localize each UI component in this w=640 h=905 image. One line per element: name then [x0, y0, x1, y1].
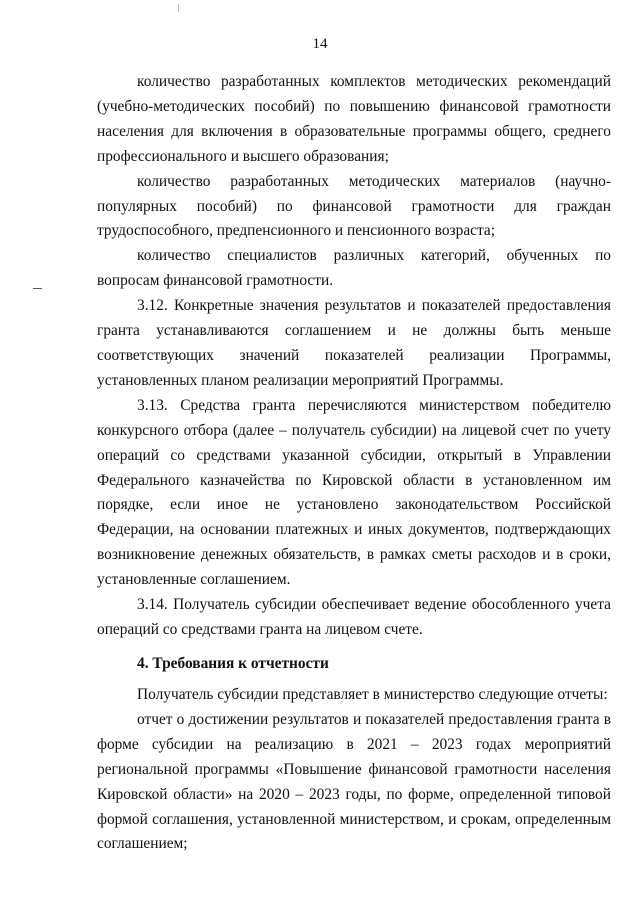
paragraph-specialists-trained: количество специалистов различных категорий, обученных по вопросам финансовой грамотности.	[97, 247, 611, 290]
margin-mark	[33, 288, 42, 289]
paragraph-3-13: 3.13. Средства гранта перечисляются министерством победителю конкурсного отбора (далее – получатель субсидии) на лицевой счет по учету операций со средствами указанной субсидии, открытый в Управлении Федерального казначейства по Кировской области в установленном им порядке, если иное не установлено законодательством Российской Федерации, на основании платежных и иных документов, подтверждающих возникновение денежных обязательств, в рамках сметы расходов и в сроки, установленные соглашением.	[97, 396, 611, 589]
body-text-lower	[97, 683, 611, 857]
paragraph-methodical-materials: количество разработанных методических материалов (научно-популярных пособий) по финансовой грамотности для граждан трудоспособного, предпенсионного и пенсионного возраста;	[97, 172, 611, 240]
paragraph-achievement-report: отчет о достижении результатов и показателей предоставления гранта в форме субсидии на реализацию в 2021 – 2023 годах мероприятий региональной программы «Повышение финансовой грамотности населения Кировской области» на 2020 – 2023 годы, по форме, определенной типовой формой соглашения, установленной министерством, и срокам, определенным соглашением;	[97, 710, 611, 853]
page-number: 14	[312, 36, 328, 52]
paragraph-3-12: 3.12. Конкретные значения результатов и показателей предоставления гранта устанавливаются соглашением и не должны быть меньше соответствующих значений показателей реализации Программы, установленных планом реализации мероприятий Программы.	[97, 297, 611, 389]
body-text-upper	[97, 70, 611, 643]
paragraph-reports-intro: Получатель субсидии представляет в министерство следующие отчеты:	[137, 686, 608, 703]
paragraph-3-14: 3.14. Получатель субсидии обеспечивает ведение обособленного учета операций со средствами гранта на лицевом счете.	[97, 596, 611, 638]
section-heading-reporting: 4. Требования к отчетности	[137, 655, 329, 672]
paragraph-methodical-recommendations: количество разработанных комплектов методических рекомендаций (учебно-методических пособий) по повышению финансовой грамотности населения для включения в образовательные программы общего, среднего профессионального и высшего образования;	[97, 73, 611, 165]
scan-artifact	[178, 4, 179, 12]
